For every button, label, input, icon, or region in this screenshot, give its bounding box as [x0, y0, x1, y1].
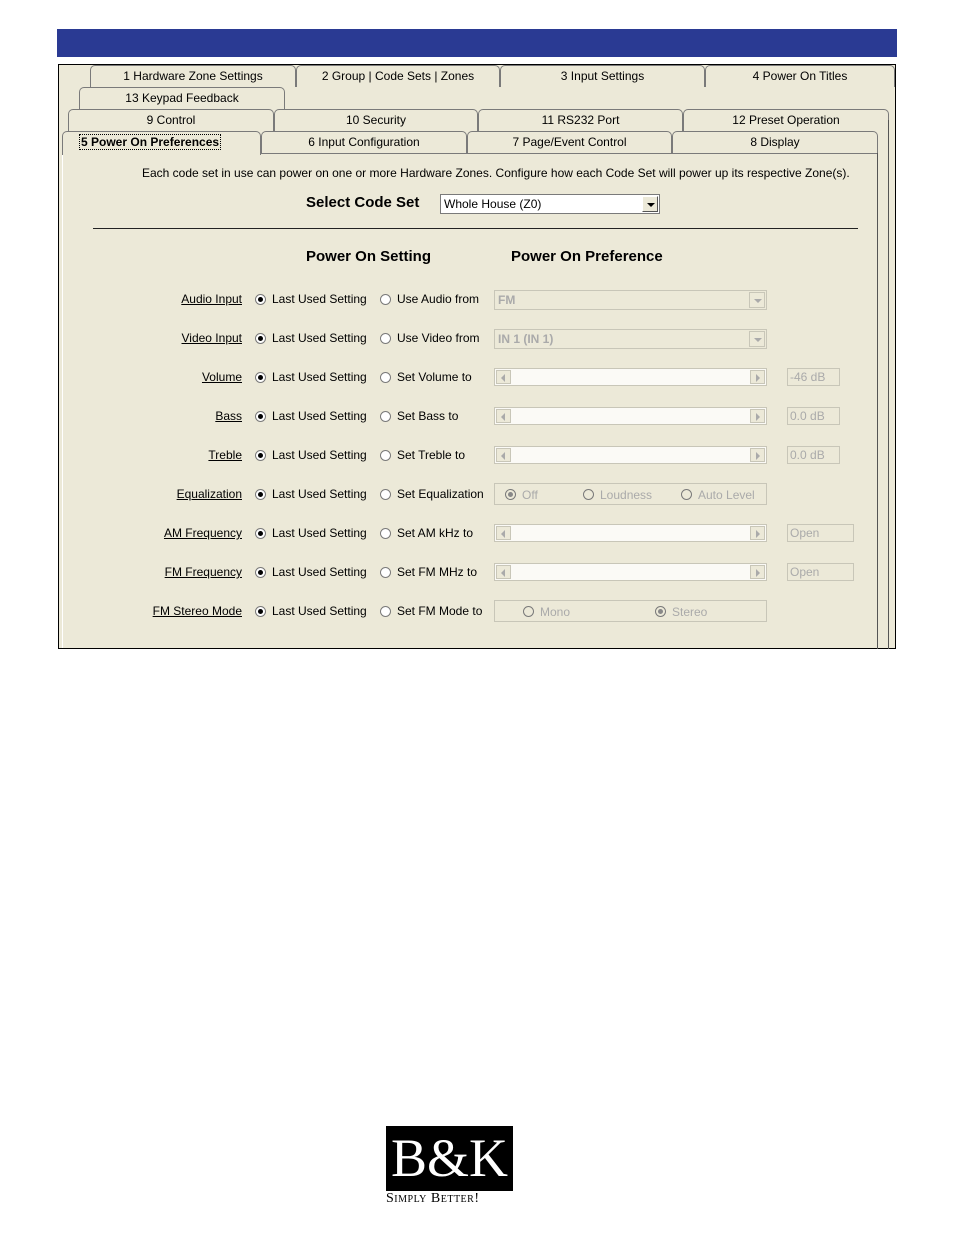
last-used-radio[interactable]: [255, 528, 266, 539]
arrow-right-icon: [756, 413, 760, 421]
last-used-label: Last Used Setting: [272, 526, 367, 540]
chevron-down-icon: [647, 203, 655, 207]
custom-setting-radio[interactable]: [380, 489, 391, 500]
row-label: Video Input: [181, 331, 242, 345]
custom-setting-label: Set Volume to: [397, 370, 472, 384]
tab-preset-operation[interactable]: 12 Preset Operation: [683, 109, 889, 131]
custom-setting-radio[interactable]: [380, 450, 391, 461]
custom-setting-radio[interactable]: [380, 372, 391, 383]
preference-select: [494, 329, 767, 349]
logo-tagline: Simply Better!: [386, 1191, 480, 1206]
arrow-left-icon: [501, 374, 505, 382]
preference-value-field: Open: [787, 563, 854, 581]
slider-left-button: [496, 370, 511, 384]
row-label: Equalization: [176, 487, 242, 501]
last-used-radio[interactable]: [255, 333, 266, 344]
arrow-left-icon: [501, 569, 505, 577]
custom-setting-radio[interactable]: [380, 411, 391, 422]
row-label: Volume: [201, 370, 242, 384]
last-used-radio[interactable]: [255, 606, 266, 617]
last-used-radio[interactable]: [255, 567, 266, 578]
last-used-radio[interactable]: [255, 372, 266, 383]
tab-keypad-feedback[interactable]: 13 Keypad Feedback: [79, 87, 285, 109]
slider-left-button: [496, 565, 511, 579]
custom-setting-radio[interactable]: [380, 606, 391, 617]
custom-setting-label: Use Audio from: [397, 292, 480, 306]
slider-right-button: [750, 565, 765, 579]
preference-slider: [494, 524, 767, 542]
custom-setting-label: Use Video from: [397, 331, 480, 345]
tab-input-settings[interactable]: 3 Input Settings: [500, 65, 705, 87]
tab-rs232-port[interactable]: 11 RS232 Port: [478, 109, 683, 131]
tab-hardware-zone-settings[interactable]: 1 Hardware Zone Settings: [90, 65, 296, 87]
row-label: FM Frequency: [164, 565, 242, 579]
custom-setting-radio[interactable]: [380, 567, 391, 578]
arrow-right-icon: [756, 569, 760, 577]
preference-value: IN 1 (IN 1): [498, 332, 554, 346]
preference-value-field: 0.0 dB: [787, 446, 840, 464]
tab-control[interactable]: 9 Control: [68, 109, 274, 131]
slider-right-button: [750, 526, 765, 540]
last-used-radio[interactable]: [255, 294, 266, 305]
custom-setting-label: Set Equalization: [397, 487, 484, 501]
option-radio: [655, 606, 666, 617]
slider-right-button: [750, 370, 765, 384]
preference-slider: [494, 368, 767, 386]
header-bar: [57, 29, 897, 57]
slider-right-button: [750, 448, 765, 462]
arrow-left-icon: [501, 413, 505, 421]
preference-value-field: -46 dB: [787, 368, 840, 386]
preference-group: [494, 600, 767, 622]
tab-group-code-sets-zones[interactable]: 2 Group | Code Sets | Zones: [296, 65, 500, 87]
tab-input-configuration[interactable]: 6 Input Configuration: [261, 131, 467, 153]
preference-slider: [494, 446, 767, 464]
panel-edge: [877, 153, 878, 649]
arrow-right-icon: [756, 374, 760, 382]
tab-power-on-titles[interactable]: 4 Power On Titles: [705, 65, 895, 87]
custom-setting-label: Set FM Mode to: [397, 604, 483, 618]
last-used-label: Last Used Setting: [272, 292, 367, 306]
arrow-left-icon: [501, 530, 505, 538]
tab-security[interactable]: 10 Security: [274, 109, 478, 131]
chevron-down-icon: [754, 338, 762, 342]
slider-left-button: [496, 409, 511, 423]
panel-edge: [888, 120, 889, 649]
dropdown-button: [749, 292, 765, 308]
last-used-radio[interactable]: [255, 450, 266, 461]
slider-right-button: [750, 409, 765, 423]
preference-value: FM: [498, 293, 516, 307]
preference-value-field: 0.0 dB: [787, 407, 840, 425]
last-used-radio[interactable]: [255, 411, 266, 422]
custom-setting-label: Set Treble to: [397, 448, 466, 462]
select-code-set-label: Select Code Set: [306, 194, 420, 211]
option-radio: [523, 606, 534, 617]
custom-setting-radio[interactable]: [380, 528, 391, 539]
option-label: Mono: [540, 605, 571, 619]
code-set-select[interactable]: [440, 194, 660, 214]
tab-power-on-preferences-label: 5 Power On Preferences: [81, 135, 220, 149]
bk-logo: B&K: [386, 1126, 513, 1191]
option-radio: [505, 489, 516, 500]
last-used-label: Last Used Setting: [272, 331, 367, 345]
custom-setting-radio[interactable]: [380, 294, 391, 305]
row-label: FM Stereo Mode: [152, 604, 242, 618]
slider-left-button: [496, 448, 511, 462]
power-on-setting-header: Power On Setting: [306, 248, 432, 265]
arrow-right-icon: [756, 452, 760, 460]
last-used-label: Last Used Setting: [272, 604, 367, 618]
divider: [93, 228, 858, 229]
tab-power-on-preferences[interactable]: [62, 131, 261, 155]
dropdown-button[interactable]: [642, 196, 658, 212]
option-label: Off: [522, 488, 538, 502]
last-used-radio[interactable]: [255, 489, 266, 500]
chevron-down-icon: [754, 299, 762, 303]
last-used-label: Last Used Setting: [272, 448, 367, 462]
last-used-label: Last Used Setting: [272, 409, 367, 423]
custom-setting-label: Set Bass to: [397, 409, 459, 423]
tab-page-event-control[interactable]: 7 Page/Event Control: [467, 131, 672, 153]
custom-setting-label: Set FM MHz to: [397, 565, 478, 579]
last-used-label: Last Used Setting: [272, 487, 367, 501]
slider-left-button: [496, 526, 511, 540]
arrow-left-icon: [501, 452, 505, 460]
preference-select: [494, 290, 767, 310]
preference-group: [494, 483, 767, 505]
option-radio: [681, 489, 692, 500]
option-label: Auto Level: [698, 488, 755, 502]
row-label: Audio Input: [181, 292, 242, 306]
arrow-right-icon: [756, 530, 760, 538]
custom-setting-label: Set AM kHz to: [397, 526, 474, 540]
last-used-label: Last Used Setting: [272, 565, 367, 579]
preference-slider: [494, 407, 767, 425]
option-label: Loudness: [600, 488, 653, 502]
custom-setting-radio[interactable]: [380, 333, 391, 344]
row-label: Bass: [215, 409, 242, 423]
row-label: AM Frequency: [163, 526, 242, 540]
intro-text: Each code set in use can power on one or more Hardware Zones. Configure how each Code Set will power up its respective Zone(s).: [142, 166, 850, 180]
preference-value-field: Open: [787, 524, 854, 542]
dropdown-button: [749, 331, 765, 347]
row-label: Treble: [208, 448, 242, 462]
preference-slider: [494, 563, 767, 581]
code-set-value: Whole House (Z0): [444, 197, 542, 211]
power-on-preference-header: Power On Preference: [511, 248, 663, 265]
tab-display[interactable]: 8 Display: [672, 131, 878, 153]
option-radio: [583, 489, 594, 500]
last-used-label: Last Used Setting: [272, 370, 367, 384]
option-label: Stereo: [672, 605, 708, 619]
